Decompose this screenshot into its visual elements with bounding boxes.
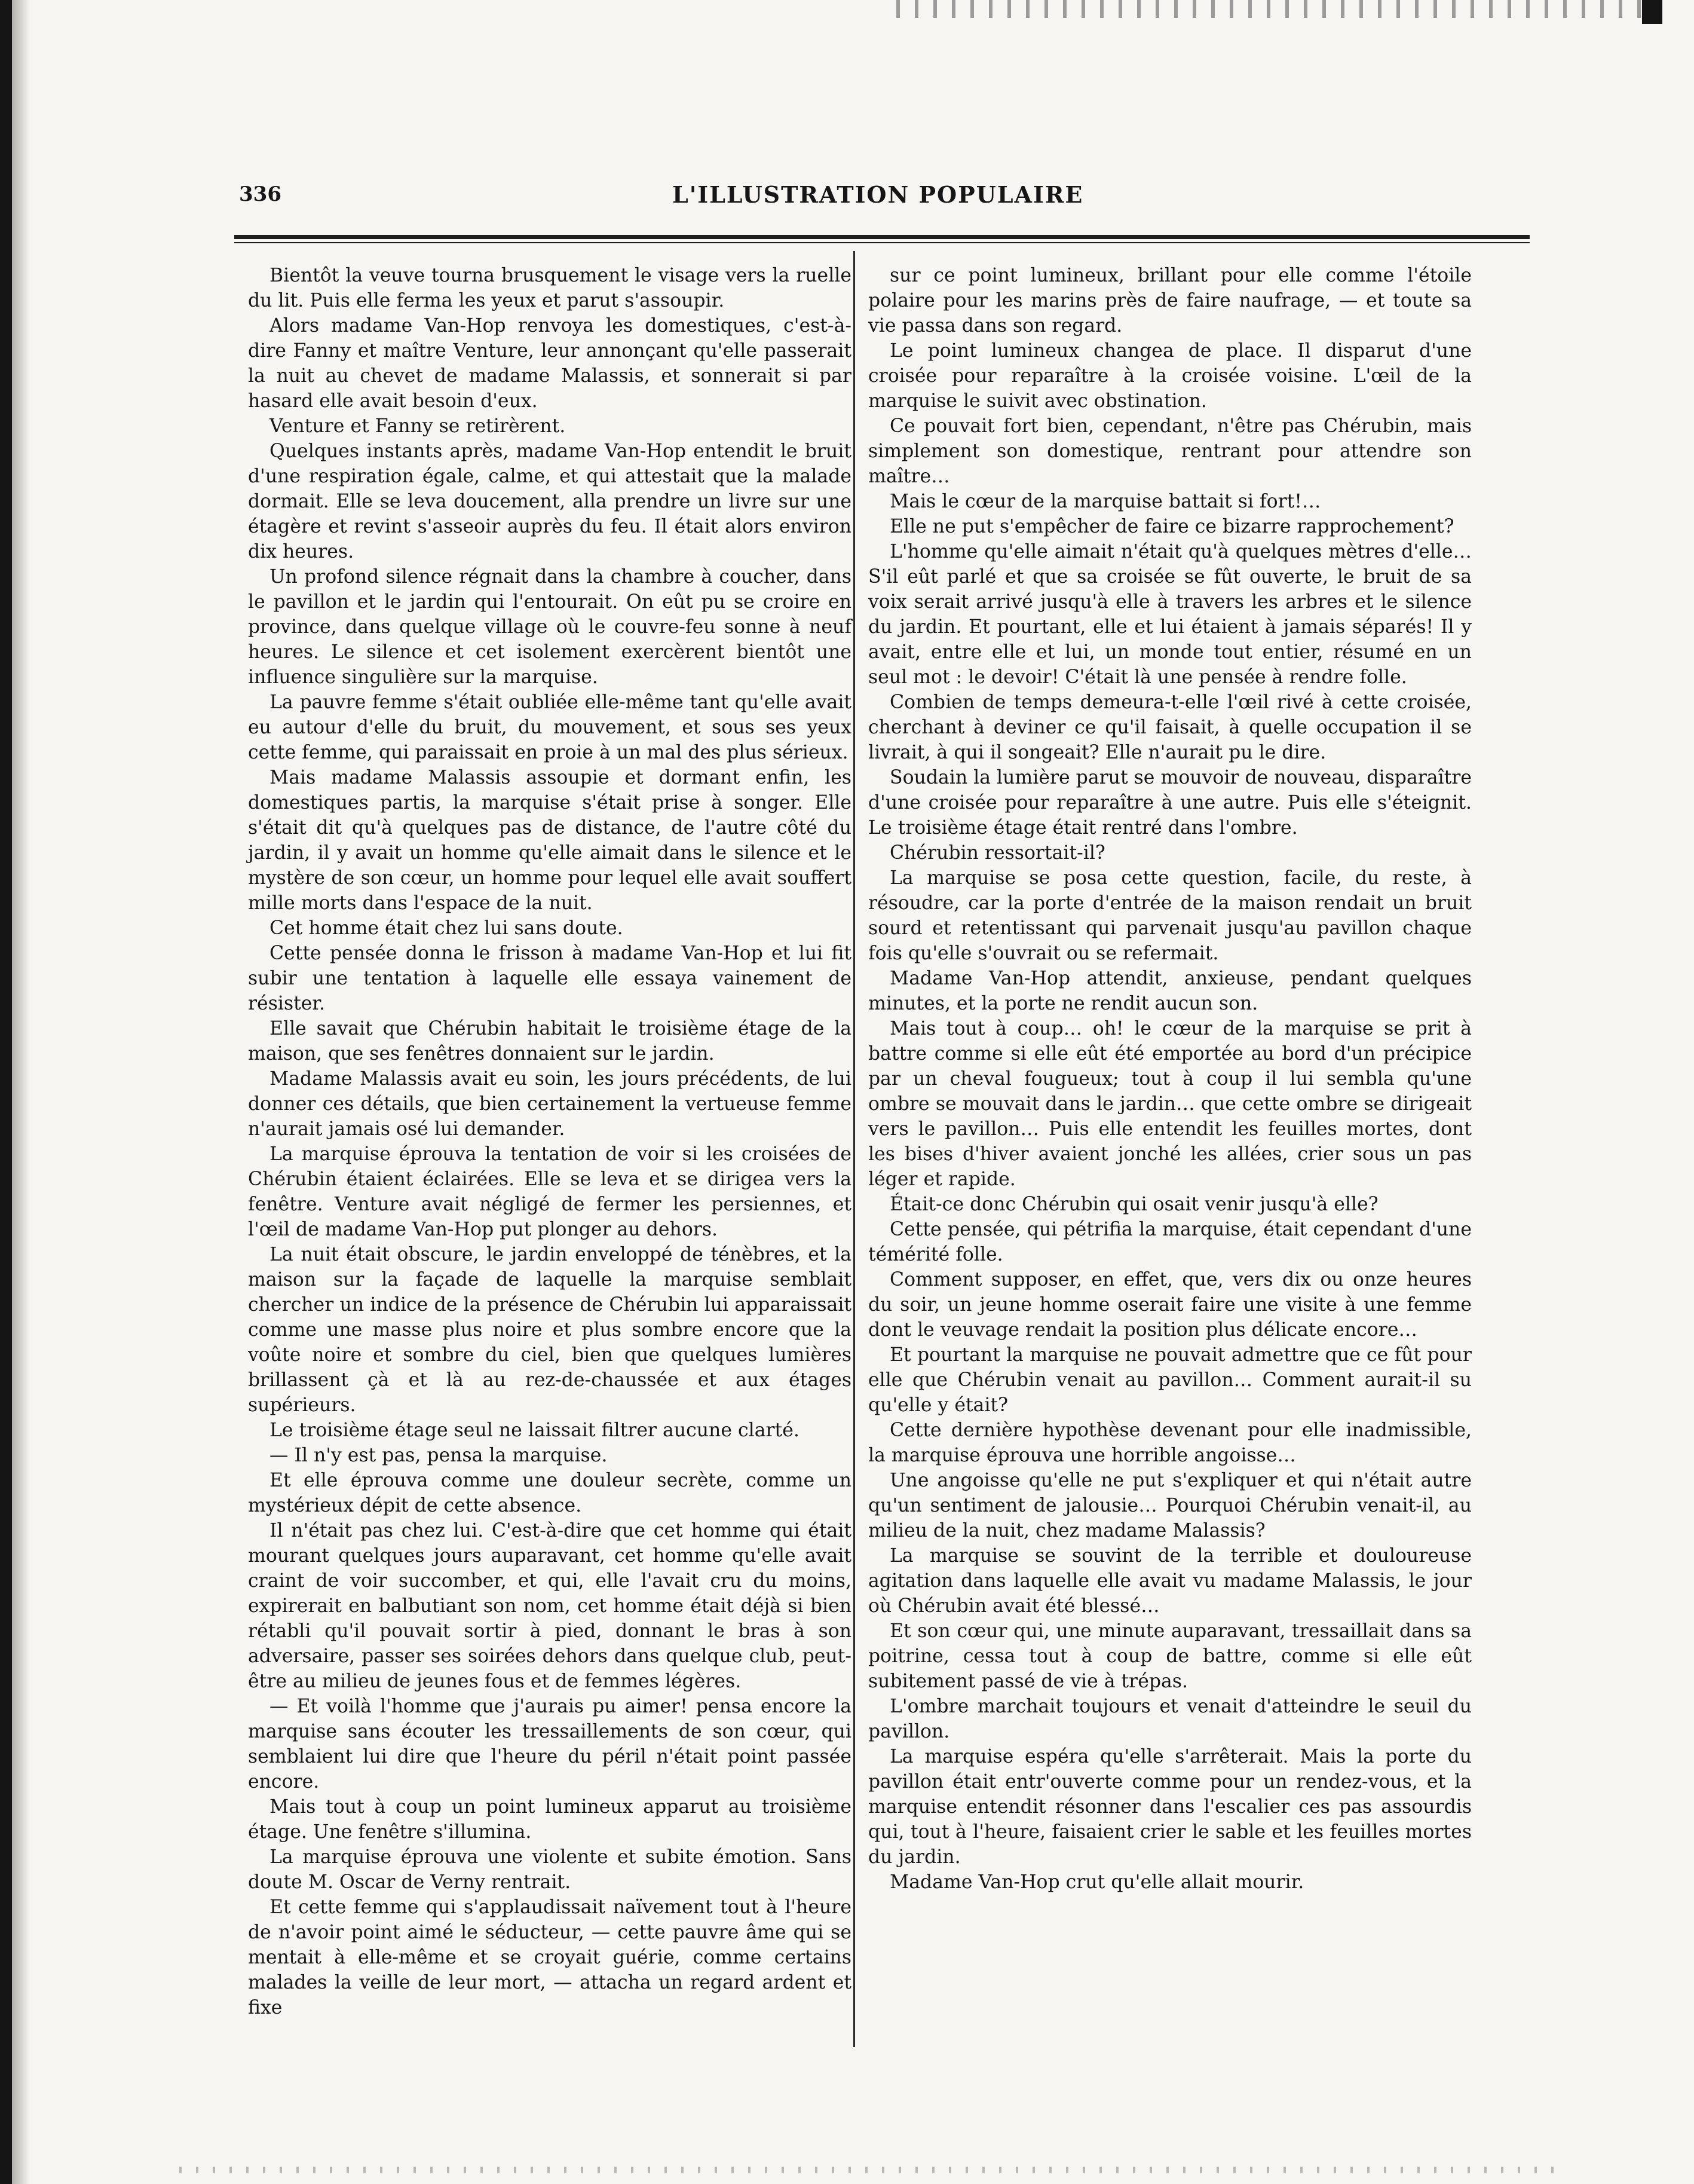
paragraph: Et son cœur qui, une minute auparavant, tressaillait dans sa poitrine, cessa tout à coup de battre, comme si elle eût subitement passé de vie à trépas. [868,1620,1472,1692]
paragraph: Mais tout à coup un point lumineux apparut au troisième étage. Une fenêtre s'illumina. [248,1796,851,1843]
scan-edge-noise-top [896,0,1673,18]
paragraph: La marquise éprouva la tentation de voir si les croisées de Chérubin étaient éclairées. Elle se leva et se dirigea vers la fenêtre. Venture avait négligé de fermer les persiennes, et l'œil de madame Van-Hop put plonger au dehors. [248,1143,851,1240]
paragraph: — Et voilà l'homme que j'aurais pu aimer! pensa encore la marquise sans écouter les tressaillements de son cœur, qui semblaient lui dire que l'heure du péril n'était point passée encore. [248,1696,851,1793]
paragraph: La marquise se posa cette question, facile, du reste, à résoudre, car la porte d'entrée de la maison rendait un bruit sourd et retentissant qui parvenait jusqu'au pavillon chaque fois qu'elle s'ouvrait ou se refermait. [868,867,1472,964]
paragraph: Elle savait que Chérubin habitait le troisième étage de la maison, que ses fenêtres donnaient sur le jardin. [248,1018,851,1065]
paragraph: La marquise éprouva une violente et subite émotion. Sans doute M. Oscar de Verny rentrait. [248,1846,851,1893]
paragraph: Une angoisse qu'elle ne put s'expliquer et qui n'était autre qu'un sentiment de jalousie… Pourquoi Chérubin venait-il, au milieu de la nuit, chez madame Malassis? [868,1470,1472,1541]
paragraph: Était-ce donc Chérubin qui osait venir jusqu'à elle? [890,1194,1379,1215]
paragraph: L'ombre marchait toujours et venait d'atteindre le seuil du pavillon. [868,1696,1472,1742]
paragraph: Combien de temps demeura-t-elle l'œil rivé à cette croisée, cherchant à deviner ce qu'il faisait, à quelle occupation il se livrait, à qui il songeait? Elle n'aurait pu le dire. [868,692,1472,763]
paragraph: Chérubin ressortait-il? [890,842,1105,864]
paragraph: Cette pensée donna le frisson à madame Van-Hop et lui fit subir une tentation à laquelle elle essaya vainement de résister. [248,943,851,1014]
paragraph: Soudain la lumière parut se mouvoir de nouveau, disparaître d'une croisée pour reparaître à une autre. Puis elle s'éteignit. Le troisième étage était rentré dans l'ombre. [868,767,1472,839]
paragraph: Le point lumineux changea de place. Il disparut d'une croisée pour reparaître à la croisée voisine. L'œil de la marquise le suivit avec obstination. [868,340,1472,412]
paragraph: Madame Van-Hop crut qu'elle allait mourir. [890,1871,1304,1893]
paragraph: La pauvre femme s'était oubliée elle-même tant qu'elle avait eu autour d'elle du bruit, du mouvement, et sous ses yeux cette femme, qui paraissait en proie à un mal des plus sérieux. [248,692,851,763]
paragraph: Mais madame Malassis assoupie et dormant enfin, les domestiques partis, la marquise s'était prise à songer. Elle s'était dit qu'à quelques pas de distance, de l'autre côté du jardin, il y avait un homme qu'elle aimait dans le silence et le mystère de son cœur, un homme pour lequel elle avait souffert mille morts dans l'espace de la nuit. [248,767,851,914]
paragraph: — Il n'y est pas, pensa la marquise. [269,1445,608,1466]
scan-corner-mark [1642,0,1662,24]
right-column [868,263,1472,1895]
paragraph: Elle ne put s'empêcher de faire ce bizarre rapprochement? [890,516,1454,537]
paragraph: Un profond silence régnait dans la chambre à coucher, dans le pavillon et le jardin qui l'entourait. On eût pu se croire en province, dans quelque village où le couvre-feu sonne à neuf heures. Le silence et cet isolement exercèrent bientôt une influence singulière sur la marquise. [248,566,851,688]
paragraph: La nuit était obscure, le jardin enveloppé de ténèbres, et la maison sur la façade de laquelle la marquise semblait chercher un indice de la présence de Chérubin lui apparaissait comme une masse plus noire et plus sombre encore que la voûte noire et sombre du ciel, bien que quelques lumières brillassent çà et là au rez-de-chaussée et aux étages supérieurs. [248,1244,851,1416]
paragraph: L'homme qu'elle aimait n'était qu'à quelques mètres d'elle… S'il eût parlé et que sa croisée se fût ouverte, le bruit de sa voix serait arrivé jusqu'à elle à travers les arbres et le silence du jardin. Et pourtant, elle et lui étaient à jamais séparés! Il y avait, entre elle et lui, un monde tout entier, résumé en un seul mot : le devoir! C'était là une pensée à rendre folle. [868,541,1472,688]
paragraph: Comment supposer, en effet, que, vers dix ou onze heures du soir, un jeune homme oserait faire une visite à une femme dont le veuvage rendait la position plus délicate encore… [868,1269,1472,1341]
paragraph: Madame Malassis avait eu soin, les jours précédents, de lui donner ces détails, que bien certainement la vertueuse femme n'aurait jamais osé lui demander. [248,1068,851,1140]
paragraph: Il n'était pas chez lui. C'est-à-dire que cet homme qui était mourant quelques jours auparavant, cet homme qu'elle avait craint de voir succomber, et qui, elle l'avait cru du moins, expirerait en balbutiant son nom, cet homme était déjà si bien rétabli qu'il pouvait sortir à pied, donnant le bras à son adversaire, passer ses soirées dehors dans quelque club, peut-être au milieu de jeunes fous et de femmes légères. [248,1520,851,1692]
paragraph: Et cette femme qui s'applaudissait naïvement tout à l'heure de n'avoir point aimé le séducteur, — cette pauvre âme qui se mentait à elle-même et se croyait guérie, comme certains malades la veille de leur mort, — attacha un regard ardent et fixe [248,1897,851,2018]
paragraph: Cet homme était chez lui sans doute. [269,917,623,939]
paragraph: sur ce point lumineux, brillant pour elle comme l'étoile polaire pour les marins près de faire naufrage, — et toute sa vie passa dans son regard. [868,265,1472,337]
paragraph: Le troisième étage seul ne laissait filtrer aucune clarté. [269,1420,799,1441]
paragraph: La marquise se souvint de la terrible et douloureuse agitation dans laquelle elle avait vu madame Malassis, le jour où Chérubin avait été blessé… [868,1545,1472,1617]
paragraph: Cette dernière hypothèse devenant pour elle inadmissible, la marquise éprouva une horrible angoisse… [868,1420,1472,1466]
paragraph: Alors madame Van-Hop renvoya les domestiques, c'est-à-dire Fanny et maître Venture, leur annonçant qu'elle passerait la nuit au chevet de madame Malassis, et sonnerait si par hasard elle avait besoin d'eux. [248,315,851,412]
binding-shadow [12,0,30,2184]
header-rule-thin [234,242,1530,243]
header-rule [234,235,1530,239]
paragraph: Venture et Fanny se retirèrent. [269,415,566,437]
paragraph: Cette pensée, qui pétrifia la marquise, était cependant d'une témérité folle. [868,1219,1472,1265]
paragraph: Quelques instants après, madame Van-Hop entendit le bruit d'une respiration égale, calme, et qui attestait que la malade dormait. Elle se leva doucement, alla prendre un livre sur une étagère et revint s'asseoir auprès du feu. Il était alors environ dix heures. [248,441,851,562]
scan-edge-noise-bottom [179,2167,1554,2173]
paragraph: Mais tout à coup… oh! le cœur de la marquise se prit à battre comme si elle eût été emportée au bord d'un précipice par un cheval fougueux; tout à coup il lui sembla qu'une ombre se mouvait dans le jardin… que cette ombre se dirigeait vers le pavillon… Puis elle entendit les feuilles mortes, dont les bises d'hiver avaient jonché les allées, crier sous un pas léger et rapide. [868,1018,1472,1190]
paragraph: La marquise espéra qu'elle s'arrêterait. Mais la porte du pavillon était entr'ouverte comme pour un rendez-vous, et la marquise entendit résonner dans l'escalier ces pas assourdis qui, tout à l'heure, faisaient crier le sable et les feuilles mortes du jardin. [868,1746,1472,1868]
paragraph: Bientôt la veuve tourna brusquement le visage vers la ruelle du lit. Puis elle ferma les yeux et parut s'assoupir. [248,265,851,311]
paragraph: Mais le cœur de la marquise battait si fort!… [890,491,1321,512]
binding-edge [0,0,12,2184]
left-column [248,263,851,2020]
paragraph: Et pourtant la marquise ne pouvait admettre que ce fût pour elle que Chérubin venait au pavillon… Comment aurait-il su qu'elle y était? [868,1344,1472,1416]
paragraph: Madame Van-Hop attendit, anxieuse, pendant quelques minutes, et la porte ne rendit aucun son. [868,968,1472,1014]
column-divider [853,251,855,2047]
page-number: 336 [239,182,281,206]
running-title: L'ILLUSTRATION POPULAIRE [672,181,1084,208]
paragraph: Et elle éprouva comme une douleur secrète, comme un mystérieux dépit de cette absence. [248,1470,851,1516]
paragraph: Ce pouvait fort bien, cependant, n'être pas Chérubin, mais simplement son domestique, rentrant pour attendre son maître… [868,415,1472,487]
